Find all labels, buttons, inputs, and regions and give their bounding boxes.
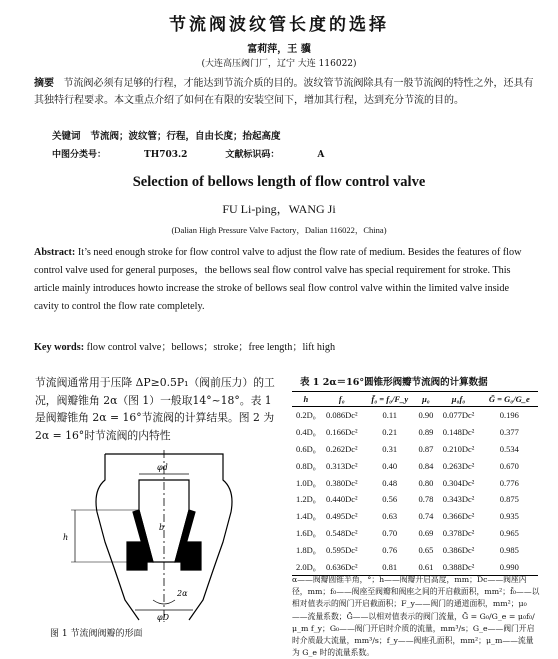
authors-en: FU Li-ping，WANG Ji — [222, 202, 336, 216]
label-h: h — [63, 533, 69, 542]
doccode-label: 文献标识码： — [225, 150, 280, 160]
abstract-cn-label: 摘要 — [34, 78, 54, 89]
table-cell: 1.6D₀ — [295, 527, 316, 538]
table-cell: 0.11 — [382, 410, 398, 421]
table-cell: 0.87 — [418, 443, 434, 454]
table-cell: 0.2D₀ — [295, 410, 316, 421]
table-header-cell: h — [292, 392, 320, 407]
table-cell: 0.74 — [418, 511, 434, 522]
table-cell: 0.386Dc² — [442, 544, 475, 555]
table-header-row — [292, 392, 538, 407]
body-outline-left — [96, 454, 139, 620]
table-row — [292, 558, 538, 575]
table-cell: 0.69 — [418, 527, 434, 538]
table-cell: 0.61 — [416, 558, 437, 575]
classification-line — [52, 147, 324, 160]
table-row — [292, 541, 538, 558]
abstract-cn — [34, 75, 539, 109]
label-2a: 2α — [177, 589, 188, 598]
table-row — [292, 407, 538, 424]
table-cell: 0.985 — [499, 544, 519, 555]
table-cell: 0.875 — [499, 494, 519, 505]
authors-cn: 富莉萍，王 骥 — [247, 44, 311, 55]
table-cell: 0.077Dc² — [442, 410, 475, 421]
table-cell: 0.81 — [364, 558, 416, 575]
classification — [52, 150, 187, 160]
table-caption: 表 1 2α＝16°圆锥形阀瓣节流阀的计算数据 — [300, 377, 488, 388]
doccode-value: A — [317, 150, 325, 160]
keywords-cn-label: 关键词 — [52, 131, 81, 142]
table-cell: 0.78 — [418, 494, 434, 505]
table-cell: 0.343Dc² — [442, 494, 475, 505]
table-cell: 0.4D₀ — [295, 427, 316, 438]
table-cell: 0.40 — [382, 460, 398, 471]
keywords-cn-text: 节流阀；波纹管；行程，自由长度；抬起高度 — [90, 131, 281, 142]
table-row — [292, 491, 538, 508]
keywords-cn — [52, 128, 280, 142]
table-cell: 0.380Dc² — [326, 477, 358, 488]
doccode — [225, 150, 324, 160]
table-row — [292, 508, 538, 525]
table-cell: 0.548Dc² — [326, 527, 358, 538]
abstract-en — [34, 244, 534, 316]
table-cell: 0.80 — [418, 477, 434, 488]
affiliation-cn: (大连高压阀门厂，辽宁 大连 116022) — [201, 59, 357, 69]
label-phi-d: φd — [157, 463, 168, 472]
table-cell: 0.76 — [382, 544, 398, 555]
table-row — [292, 525, 538, 542]
keywords-en — [34, 338, 335, 353]
table-row — [292, 474, 538, 491]
table-cell: 0.48 — [382, 477, 398, 488]
table-cell: 0.670 — [499, 460, 519, 471]
table-cell: 0.210Dc² — [442, 443, 475, 454]
figure-caption: 图 1 节流阀阀瓣的形面 — [50, 629, 143, 639]
label-b: b — [159, 523, 165, 532]
table-cell: 0.378Dc² — [442, 527, 475, 538]
table-cell: 0.086Dc² — [326, 410, 358, 421]
table-header-cell: f̄₀ = f₀/F_y — [364, 392, 416, 407]
table-cell: 0.262Dc² — [326, 443, 358, 454]
table-cell: 0.595Dc² — [326, 544, 358, 555]
abstract-en-text: It’s need enough stroke for flow control valve to adjust the flow rate of medium. Besides the features of flow control valve used for general purposes，the bellows seal flow control valve has special requirement for stroke. This article mainly introduces howto increase the stroke of bellows seal flow control valve within the limited valve inside cavity to control the flow rate completely. — [34, 247, 522, 312]
table-cell: 0.440Dc² — [326, 494, 358, 505]
table-cell: 0.377 — [499, 427, 519, 438]
table-cell: 0.63 — [382, 511, 398, 522]
table-row — [292, 424, 538, 441]
table-cell: 0.84 — [418, 460, 434, 471]
keywords-en-label: Key words: — [34, 342, 85, 353]
table-cell: 0.21 — [382, 427, 398, 438]
classification-label: 中图分类号： — [52, 150, 107, 160]
table-cell: 0.636Dc² — [320, 558, 364, 575]
table-cell: 0.196 — [499, 410, 519, 421]
label-phi-D: φD — [157, 613, 170, 622]
table-notes: α——阀瓣圆锥半角，°；h——阀瓣开启高度，mm；Dc——阀座内径，mm；f₀——阀座至阀瓣和阀座之间的开启截面积，mm²；f̄₀——以相对值表示的阀门开启截面积；F_y——阀门的通道面积，mm²；μ₀——流量系数；Ḡ——以相对值表示的阀门流量，Ḡ = G₀/G_e = μ₀f₀/μ_m f_y；G₀——阀门开启时介质的流量，mm³/s；G_e——阀门开启时介质最大流量，mm³/s；f_y——阀座孔面积，mm²；μ_m——流量为 G_e 时的流量系数。 — [292, 575, 540, 658]
table-cell: 0.313Dc² — [326, 460, 358, 471]
title-cn: 节流阀波纹管长度的选择 — [169, 15, 389, 35]
table-cell: 0.304Dc² — [442, 477, 475, 488]
table-row — [292, 457, 538, 474]
classification-value: TH703.2 — [144, 150, 188, 160]
table-cell: 0.495Dc² — [326, 511, 358, 522]
table-cell: 0.366Dc² — [442, 511, 475, 522]
table-cell: 1.4D₀ — [295, 511, 316, 522]
body-text: 节流阀通常用于压降 ΔP≥0.5P₁（阀前压力）的工况，阀瓣锥角 2α（图 1）一般取14°~18°。表 1 是阀瓣锥角 2α = 16°节流阀的计算结果。图 2 为 2α = 16°时节流阀的内特性 — [35, 376, 275, 442]
table-header-cell: μ₀ — [416, 392, 437, 407]
data-table — [292, 391, 538, 576]
table-cell: 0.148Dc² — [442, 427, 475, 438]
table-cell: 0.534 — [499, 443, 519, 454]
table-cell: 0.776 — [499, 477, 519, 488]
table-cell: 0.70 — [382, 527, 398, 538]
title-en: Selection of bellows length of flow control valve — [132, 174, 426, 190]
table-cell: 0.990 — [481, 558, 538, 575]
table-cell: 0.6D₀ — [295, 443, 316, 454]
table-cell: 0.8D₀ — [295, 460, 316, 471]
table-cell: 0.31 — [382, 443, 398, 454]
abstract-cn-text: 节流阀必须有足够的行程，才能达到节流介质的目的。波纹管节流阀除具有一般节流阀的特性之外，还具有其独特行程要求。本文重点介绍了如何在有限的安装空间下，增加其行程，达到充分节流的目的。 — [34, 78, 534, 106]
table-header-cell: μ₀f₀ — [436, 392, 480, 407]
valve-disc-figure — [35, 450, 265, 622]
table-header-cell: f₀ — [320, 392, 364, 407]
table-cell: 0.388Dc² — [436, 558, 480, 575]
table-cell: 0.89 — [418, 427, 434, 438]
table-cell: 0.56 — [382, 494, 398, 505]
affiliation-en: (Dalian High Pressure Valve Factory，Dalian 116022，China) — [171, 225, 387, 235]
table-cell: 0.90 — [418, 410, 434, 421]
table-cell: 1.0D₀ — [295, 477, 316, 488]
abstract-en-label: Abstract: — [34, 247, 76, 258]
table-cell: 1.2D₀ — [295, 494, 316, 505]
table-cell: 0.263Dc² — [442, 460, 475, 471]
body-outline-right — [105, 454, 232, 620]
table-cell: 0.965 — [499, 527, 519, 538]
keywords-en-text: flow control valve；bellows；stroke；free length；lift high — [86, 342, 336, 353]
table-cell: 0.166Dc² — [326, 427, 358, 438]
table-row — [292, 441, 538, 458]
table-cell: 0.65 — [418, 544, 434, 555]
table-cell: 2.0D₀ — [292, 558, 320, 575]
table-cell: 1.8D₀ — [295, 544, 316, 555]
table-cell: 0.935 — [499, 511, 519, 522]
table-header-cell: Ḡ = G₀/G_e — [481, 392, 538, 407]
